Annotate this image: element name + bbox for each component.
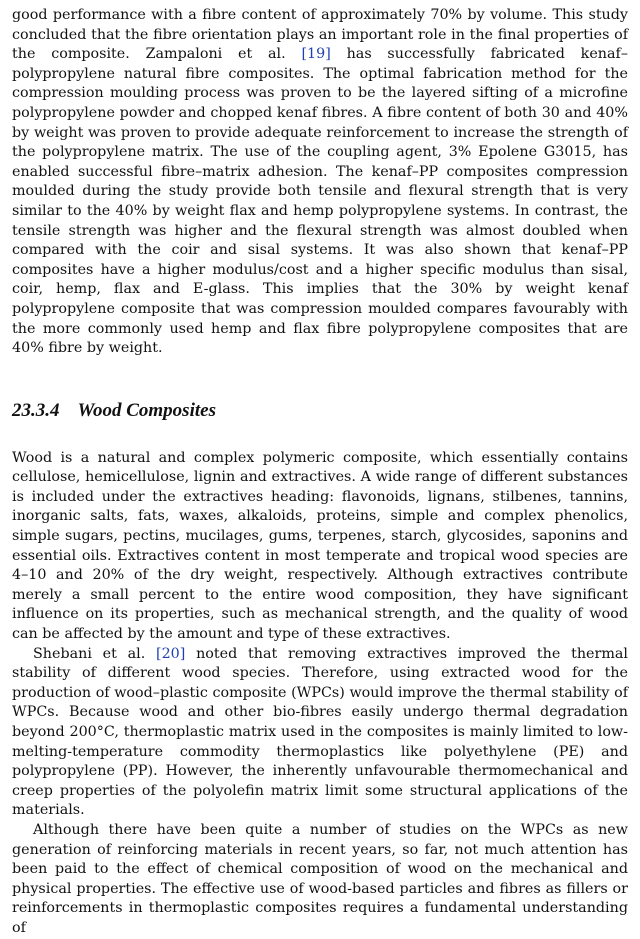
paragraph-text: noted that removing extractives improved the thermal stability of different wood species. Therefore, using extracted wood for the production of wood–plastic composite (WPCs) would improve the thermal stability of WPCs. Because wood and other bio-fibres easily undergo thermal degradation beyond 200°C, thermoplastic matrix used in the composites is mainly limited to low-melting-temperature commodity thermoplastics like polyethylene (PE) and polypropylene (PP). However, the inherently unfavourable thermomechanical and creep properties of the polyolefin matrix limit some structural applications of the materials. [12,645,628,819]
section-title: Wood Composites [77,399,216,421]
section-number: 23.3.4 [12,399,60,421]
paragraph-shebani [12,645,628,821]
section-heading [12,399,628,423]
citation-link[interactable]: [20] [156,645,186,662]
paragraph-kenaf-composites [12,6,628,359]
paragraph-text: Shebani et al. [33,645,156,662]
citation-link[interactable]: [19] [301,46,331,63]
paragraph-wpc-studies: Although there have been quite a number of studies on the WPCs as new generation of reinforcing materials in recent years, so far, not much attention has been paid to the effect of chemical composition of wood on the mechanical and physical properties. The effective use of wood-based particles and fibres as fillers or reinforcements in thermoplastic composites requires a fundamental understanding of [12,821,628,936]
spacer [12,423,628,449]
spacer [12,359,628,399]
paragraph-text: has successfully fabricated kenaf–polypropylene natural fibre composites. The optimal fabrication method for the compression moulding process was proven to be the layered sifting of a microfine polypropylene powder and chopped kenaf fibres. A fibre content of both 30 and 40% by weight was proven to provide adequate reinforcement to increase the strength of the polypropylene matrix. The use of the coupling agent, 3% Epolene G3015, has enabled successful fibre–matrix adhesion. The kenaf–PP composites compression moulded during the study provide both tensile and flexural strength that is very similar to the 40% by weight flax and hemp polypropylene systems. In contrast, the tensile strength was higher and the flexural strength was almost doubled when compared with the coir and sisal systems. It was also shown that kenaf–PP composites have a higher modulus/cost and a higher specific modulus than sisal, coir, hemp, flax and E-glass. This implies that the 30% by weight kenaf polypropylene composite that was compression moulded compares favourably with the more commonly used hemp and flax fibre polypropylene composites that are 40% fibre by weight. [12,46,628,357]
paragraph-text: good performance with a fibre content of approximately 70% by volume. This study concluded that the fibre orientation plays an important role in the final properties of the composite. Zampaloni et al. [12,7,628,63]
paragraph-wood-definition: Wood is a natural and complex polymeric composite, which essentially contains cellulose, hemicellulose, lignin and extractives. A wide range of different substances is included under the extractives heading: flavonoids, lignans, stilbenes, tannins, inorganic salts, fats, waxes, alkaloids, proteins, simple and complex phenolics, simple sugars, pectins, mucilages, gums, terpenes, starch, glycosides, saponins and essential oils. Extractives content in most temperate and tropical wood species are 4–10 and 20% of the dry weight, respectively. Although extractives contribute merely a small percent to the entire wood composition, they have significant influence on its properties, such as mechanical strength, and the quality of wood can be affected by the amount and type of these extractives. [12,449,628,643]
